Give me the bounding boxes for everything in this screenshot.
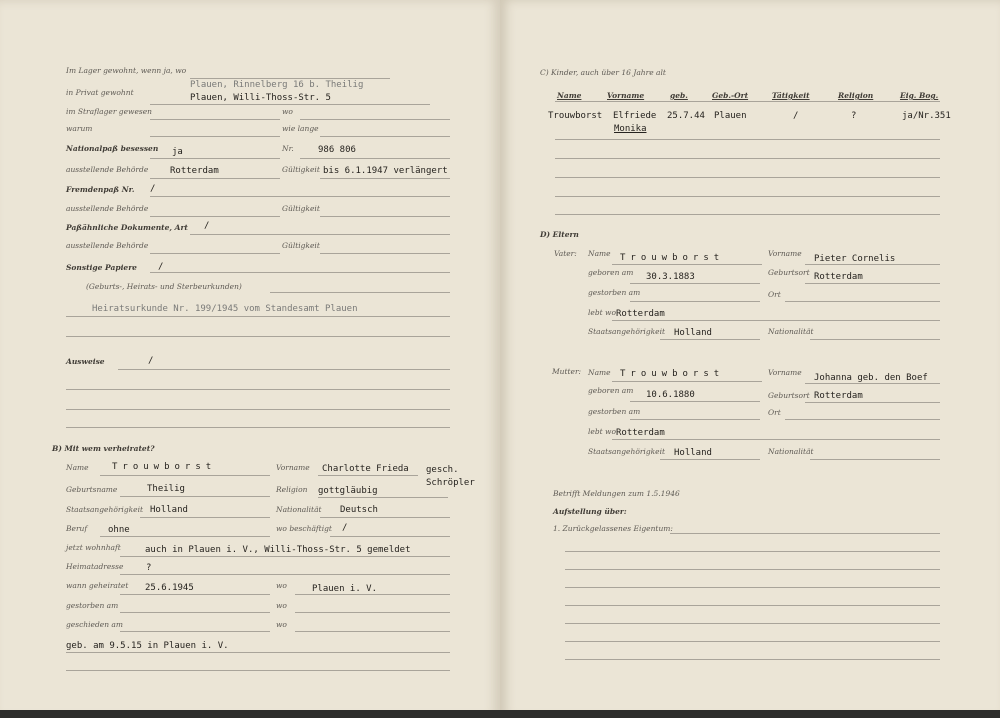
rule [565, 641, 940, 642]
label-ausweise: Ausweise [66, 357, 105, 366]
rule [150, 216, 280, 217]
rule [66, 652, 450, 653]
rule [555, 177, 940, 178]
rule [555, 214, 940, 215]
father-lives-label: lebt wo [588, 308, 616, 317]
mother-name-label: Name [588, 368, 611, 377]
father-died-label: gestorben am [588, 288, 641, 297]
value-married: 25.6.1945 [145, 583, 194, 593]
child-first-2: Monika [614, 124, 647, 134]
rule [100, 475, 270, 476]
value-behoerde: Rotterdam [170, 166, 219, 176]
label-died-where: wo [276, 601, 287, 610]
value-spouse-first: Charlotte Frieda [322, 464, 409, 474]
rule [190, 78, 390, 79]
rule [810, 459, 940, 460]
label-passaehnlich: Paßähnliche Dokumente, Art [66, 223, 188, 232]
rule [150, 158, 280, 159]
label-birthname: Geburtsname [66, 485, 118, 494]
rule [630, 283, 760, 284]
rule [118, 369, 450, 370]
rule [630, 301, 760, 302]
rule [120, 496, 270, 497]
rule [565, 659, 940, 660]
child-place: Plauen [714, 111, 747, 121]
rule [295, 612, 450, 613]
value-address: auch in Plauen i. V., Willi-Thoss-Str. 5 gemeldet [145, 545, 411, 555]
rule [120, 574, 450, 575]
rule [612, 264, 762, 265]
value-pass-nr: 986 806 [318, 145, 356, 155]
scan-edge [0, 710, 500, 718]
mother-place-label: Geburtsort [768, 391, 810, 400]
children-header-activity: Tätigkeit [772, 91, 810, 100]
mother-nationality-label: Nationalität [768, 447, 814, 456]
children-header-geb: geb. [670, 91, 688, 100]
rule [66, 427, 450, 428]
rule [630, 419, 760, 420]
rule [785, 301, 940, 302]
value-fremdenpass: / [150, 184, 156, 194]
rule [295, 594, 450, 595]
rule [300, 158, 450, 159]
child-first: Elfriede [613, 111, 657, 121]
rule [120, 594, 270, 595]
rule [555, 158, 940, 159]
value-married-where: Plauen i. V. [312, 584, 378, 594]
rule [320, 178, 450, 179]
label-gueltigkeit: Gültigkeit [282, 165, 320, 174]
rule [630, 401, 760, 402]
label-fremdenpass: Fremdenpaß Nr. [66, 185, 135, 194]
label-gueltigkeit-2: Gültigkeit [282, 204, 320, 213]
label-wo: wo [282, 107, 293, 116]
rule [660, 339, 760, 340]
label-wie-lange: wie lange [282, 124, 319, 133]
mother-born-label: geboren am [588, 386, 634, 395]
mother-died-label: gestorben am [588, 407, 641, 416]
value-citizen: Holland [150, 505, 188, 515]
value-born: geb. am 9.5.15 in Plauen i. V. [66, 641, 229, 651]
rule [805, 283, 940, 284]
label-married-where: wo [276, 581, 287, 590]
rule [805, 402, 940, 403]
child-bog: ja/Nr.351 [902, 111, 951, 121]
value-birthname: Theilig [147, 484, 185, 494]
rule [320, 253, 450, 254]
rule [295, 631, 450, 632]
rule [66, 389, 450, 390]
section-c-title: C) Kinder, auch über 16 Jahre alt [540, 68, 666, 77]
rule [565, 569, 940, 570]
father-place: Rotterdam [814, 272, 863, 282]
rule [555, 139, 940, 140]
label-died: gestorben am [66, 601, 119, 610]
mother-died-where-label: Ort [768, 408, 781, 417]
label-nationalpass: Nationalpaß besessen [66, 144, 159, 153]
label-divorced-where: wo [276, 620, 287, 629]
child-religion: ? [851, 111, 857, 121]
rule [150, 253, 280, 254]
child-activity: / [793, 111, 799, 121]
rule [555, 196, 940, 197]
rule [100, 536, 270, 537]
rule [805, 383, 940, 384]
rule [66, 409, 450, 410]
rule [300, 119, 450, 120]
label-home: Heimatadresse [66, 562, 124, 571]
rule [150, 196, 450, 197]
rule [150, 136, 280, 137]
mother-citizen: Holland [674, 448, 712, 458]
mother-born: 10.6.1880 [646, 390, 695, 400]
value-passaehnlich: / [204, 221, 210, 231]
value-sonstige-papiere: / [158, 262, 164, 272]
rule [150, 104, 430, 105]
value-spouse-name: Trouwborst [112, 462, 217, 472]
label-sonstige-papiere: Sonstige Papiere [66, 263, 137, 272]
mother-name: Trouwborst [620, 369, 725, 379]
rule [320, 216, 450, 217]
label-divorced: geschieden am [66, 620, 123, 629]
rule [66, 670, 450, 671]
right-page [500, 0, 1000, 718]
rule [330, 536, 450, 537]
rule [140, 517, 270, 518]
father-first-label: Vorname [768, 249, 802, 258]
value-job: ohne [108, 525, 130, 535]
mother-role: Mutter: [552, 367, 582, 376]
value-gueltigkeit: bis 6.1.1947 verlängert [323, 166, 448, 176]
value-nationalpass: ja [172, 147, 183, 157]
rule [320, 517, 450, 518]
label-behoerde-2: ausstellende Behörde [66, 204, 149, 213]
label-spouse-first: Vorname [276, 463, 310, 472]
section-d-title: D) Eltern [540, 230, 579, 239]
label-religion: Religion [276, 485, 308, 494]
mother-lives-label: lebt wo [588, 427, 616, 436]
rule [320, 136, 450, 137]
section-b-title: B) Mit wem verheiratet? [52, 444, 155, 453]
rule [120, 556, 450, 557]
rule [150, 119, 280, 120]
rule [565, 623, 940, 624]
children-header-place: Geb.-Ort [712, 91, 749, 100]
aufstellung-title: Aufstellung über: [553, 507, 627, 516]
rule [150, 272, 450, 273]
rule [612, 439, 940, 440]
mother-first-label: Vorname [768, 368, 802, 377]
father-name: Trouwborst [620, 253, 725, 263]
rule [270, 292, 450, 293]
rule [318, 475, 418, 476]
rule [555, 101, 940, 102]
rule [785, 419, 940, 420]
child-born: 25.7.44 [667, 111, 705, 121]
children-header-name: Name [557, 91, 582, 100]
label-urkunden: (Geburts-, Heirats- und Sterbeurkunden) [86, 282, 242, 291]
rule [670, 533, 940, 534]
rule [660, 459, 760, 460]
father-role: Vater: [554, 249, 577, 258]
label-employed: wo beschäftigt [276, 524, 332, 533]
rule [805, 264, 940, 265]
rule [318, 497, 448, 498]
label-behoerde: ausstellende Behörde [66, 165, 149, 174]
value-spouse-geb: gesch. Schröpler [426, 465, 475, 488]
children-header-bog: Eig. Bog. [900, 91, 939, 100]
mother-lives: Rotterdam [616, 428, 665, 438]
value-religion: gottgläubig [318, 486, 378, 496]
label-citizen: Staatsangehörigkeit [66, 505, 144, 514]
father-nationality-label: Nationalität [768, 327, 814, 336]
label-nationality: Nationalität [276, 505, 322, 514]
rule [612, 320, 940, 321]
value-lager: Plauen, Rinnelberg 16 b. Theilig [190, 80, 364, 90]
value-privat: Plauen, Willi-Thoss-Str. 5 [190, 93, 331, 103]
label-behoerde-3: ausstellende Behörde [66, 241, 149, 250]
betrifft-text: Betrifft Meldungen zum 1.5.1946 [553, 489, 680, 498]
rule [565, 551, 940, 552]
father-first: Pieter Cornelis [814, 254, 896, 264]
children-header-first: Vorname [607, 91, 645, 100]
label-address: jetzt wohnhaft [66, 543, 121, 552]
rule [565, 605, 940, 606]
children-header-religion: Religion [838, 91, 874, 100]
value-ausweise: / [148, 356, 154, 366]
label-job: Beruf [66, 524, 88, 533]
rule [150, 178, 280, 179]
rule [120, 631, 270, 632]
father-born-label: geboren am [588, 268, 634, 277]
mother-place: Rotterdam [814, 391, 863, 401]
rule [810, 339, 940, 340]
father-name-label: Name [588, 249, 611, 258]
mother-first: Johanna geb. den Boef [814, 373, 928, 383]
value-nationality: Deutsch [340, 505, 378, 515]
father-citizen-label: Staatsangehörigkeit [588, 327, 666, 336]
child-name: Trouwborst [548, 111, 603, 121]
label-warum: warum [66, 124, 93, 133]
value-employed: / [342, 523, 348, 533]
father-place-label: Geburtsort [768, 268, 810, 277]
label-nr: Nr. [282, 144, 294, 153]
label-straflager: im Straflager gewesen [66, 107, 153, 116]
rule [120, 612, 270, 613]
label-married: wann geheiratet [66, 581, 129, 590]
rule [612, 381, 762, 382]
rule [190, 234, 450, 235]
value-home: ? [146, 563, 152, 573]
label-lager: Im Lager gewohnt, wenn ja, wo [66, 66, 187, 75]
rule [66, 316, 450, 317]
item1-label: 1. Zurückgelassenes Eigentum: [553, 524, 673, 533]
label-spouse-name: Name [66, 463, 89, 472]
label-privat: in Privat gewohnt [66, 88, 134, 97]
value-heiratsurkunde: Heiratsurkunde Nr. 199/1945 vom Standesamt Plauen [92, 304, 358, 314]
label-gueltigkeit-3: Gültigkeit [282, 241, 320, 250]
father-citizen: Holland [674, 328, 712, 338]
father-born: 30.3.1883 [646, 272, 695, 282]
rule [565, 587, 940, 588]
father-lives: Rotterdam [616, 309, 665, 319]
scan-edge [500, 710, 1000, 718]
rule [66, 336, 450, 337]
father-died-where-label: Ort [768, 290, 781, 299]
mother-citizen-label: Staatsangehörigkeit [588, 447, 666, 456]
